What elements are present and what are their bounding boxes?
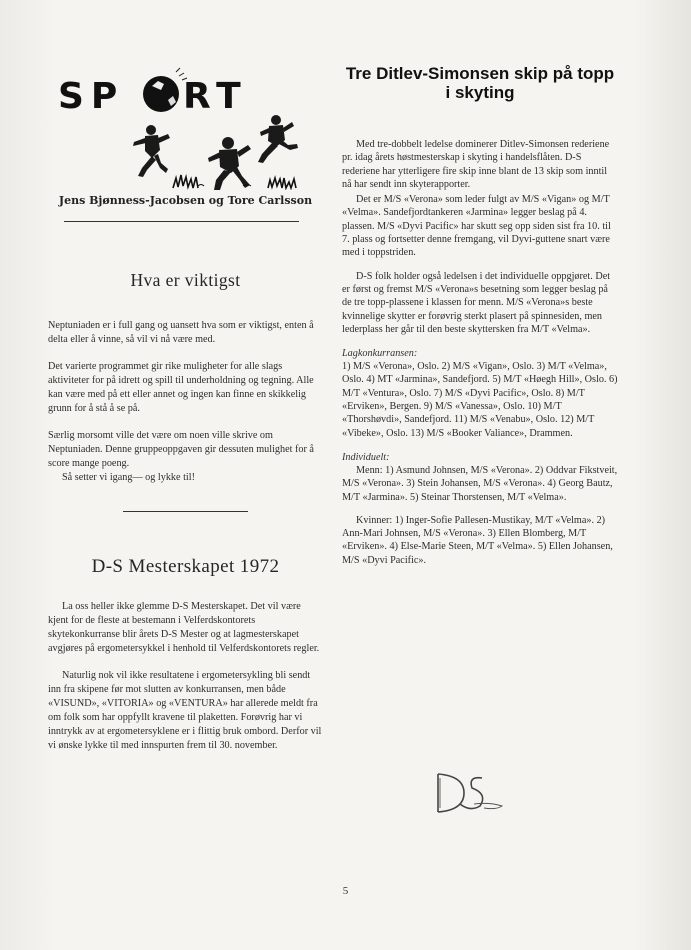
paragraph: Med tre-dobbelt ledelse dominerer Ditlev-Simonsen rederiene pr. idag årets høstmesterskap i skyting i handelsflåten. D-S rederiene har ytterligere fire skip inne blant de 13 skip som inntil nå har sendt inn skyterapporter. (342, 139, 610, 190)
ds-signature-logo (430, 768, 510, 823)
sport-logo (48, 50, 323, 190)
subheading-individuelt: Individuelt: (342, 451, 390, 463)
svg-text:SP: SP (58, 76, 125, 117)
paragraph: D-S folk holder også ledelsen i det individuelle oppgjøret. Det er først og fremst M/S «Verona»s besetning som legger beslag på de tre topp-plassene i klassen for menn. M/S «Verona»s beste kvinnelige skytter er forøvrig sterkt plasert på spinnesiden, men lederplass her går til den beste skyttersken fra M/T «Velma». (342, 270, 611, 335)
results-team: 1) M/S «Verona», Oslo. 2) M/S «Vigan», Oslo. 3) M/T «Velma», Oslo. 4) MT «Jarmina», Sandefjord. 5) M/T «Høegh Hill», Oslo. 6) M/T «Ventura», Oslo. 7) M/S «Dyvi Pacific», Oslo. 8) M/T «Erviken», Bergen. 9) M/S «Vanessa», Oslo. 10) M/T «Thorshøvdi», Sandefjord. 11) M/S «Venabu», Oslo. 12) M/T «Vibeke», Oslo. 13) M/S «Booker Valiance», Drammen. (342, 361, 618, 439)
page-number: 5 (342, 885, 349, 897)
article-title: Tre Ditlev-Simonsen skip på topp i skyting (345, 64, 615, 102)
heading-hva-er-viktigst: Hva er viktigst (130, 270, 241, 290)
paragraph: Det er M/S «Verona» som leder fulgt av M/S «Vigan» og M/T «Velma». Sandefjordtankeren «Jarmina» legger beslag på 4. plassen. M/S «Dyvi Pacific» har skutt seg opp siden sist fra 10. til 7. plass og fortsetter denne fremgang, vil Dyvi-guttene snart være med i toppstriden. (342, 194, 611, 259)
results-men: Menn: 1) Asmund Johnsen, M/S «Verona». 2) Oddvar Fikstveit, M/S «Verona». 3) Stein Johansen, M/S «Verona». 4) Georg Bautz, M/T «Jarmina». 5) Steinar Thorstensen, M/T «Velma». (342, 464, 618, 503)
divider (64, 221, 299, 222)
paragraph: Så setter vi igang— og lykke til! (62, 472, 195, 483)
divider (123, 511, 248, 512)
paragraph: Naturlig nok vil ikke resultatene i ergometersykling bli sendt inn fra skipene før mot slutten av konkurransen, men både «VISUND», «VITORIA» og «VENTURA» har allerede meldt fra om folk som har oppfyllt kravene til plaketten. Forøvrig har vi inntrykk av at ergometersyklene er i flittig bruk ombord. Derfor vil vi ønske lykke til med innspurten frem til 30. november. (48, 670, 322, 751)
byline: Jens Bjønness-Jacobsen og Tore Carlsson (58, 194, 313, 207)
subheading-lagkonkurransen: Lagkonkurransen: (342, 348, 418, 360)
svg-text:RT: RT (183, 76, 248, 117)
results-women: Kvinner: 1) Inger-Sofie Pallesen-Mustikay, M/T «Velma». 2) Ann-Mari Johnsen, M/S «Verona». 3) Ellen Blomberg, M/T «Erviken». 4) Else-Marie Steen, M/T «Velma». 5) Ellen Johansen, M/S «Dyvi Pacific». (342, 514, 613, 566)
paragraph: Neptuniaden er i full gang og uansett hva som er viktigst, enten å delta eller å vinne, så vil vi nå være med. (48, 320, 314, 345)
left-column (48, 50, 323, 753)
paragraph: La oss heller ikke glemme D-S Mesterskapet. Det vil være kjent for de fleste at bestemann i Velferdskontorets skytekonkurranse blir årets D-S Mester og at lagmesterskapet avgjøres på ergometersykkel i henhold til Velferdskontorets regler. (48, 601, 320, 654)
paragraph: Særlig morsomt ville det være om noen ville skrive om Neptuniaden. Denne gruppeoppgaven gir dessuten mulighet for å score mange poeng. (48, 430, 314, 469)
heading-ds-mesterskapet: D-S Mesterskapet 1972 (91, 556, 280, 577)
paragraph: Det varierte programmet gir rike muligheter for alle slags aktiviteter for på idrett og spill til underholdning og tegning. Alle kan være med på ett eller annet og ingen kan finne en skikkelig grunn for å stå å se på. (48, 361, 314, 414)
right-column (342, 52, 618, 567)
football-players-illustration (48, 50, 323, 190)
